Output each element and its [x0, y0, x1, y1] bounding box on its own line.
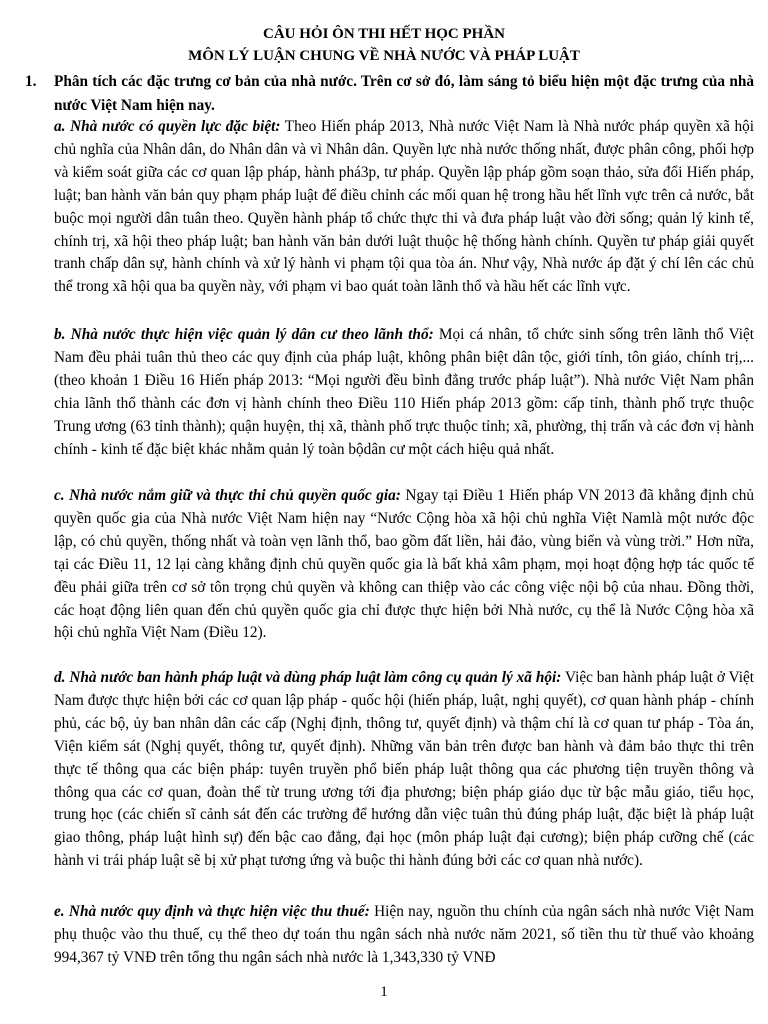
- section-d-body: Việc ban hành pháp luật ở Việt Nam được thực hiện bởi các cơ quan lập pháp - quốc hội (hiến pháp, luật, nghị quyết), cơ quan hành pháp - chính phủ, các bộ, ủy ban nhân dân các cấp (Nghị định, thông tư, quyết định) và thậm chí là cơ quan tư pháp - Tòa án, Viện kiểm sát (Nghị quyết, thông tư, quyết định). Những văn bản trên được ban hành và đảm bảo thực thi trên thực tế thông qua các biện pháp: tuyên truyền phổ biến pháp luật thông qua các phương tiện truyền thông và thông qua các cơ quan, đoàn thể từ trung ương tới địa phương; biện pháp giáo dục từ bậc mẫu giáo, tiểu học, trung học (các chiến sĩ cảnh sát đến các trường để hướng dẫn việc tuân thủ đúng pháp luật, đặc biệt là pháp luật giao thông, pháp luật hình sự) đến bậc cao đẳng, đại học (môn pháp luật đại cương); biện pháp cưỡng chế (các hành vi trái pháp luật sẽ bị xử phạt tương ứng và buộc thi hành đúng bởi các cơ quan nhà nước).: [54, 669, 754, 870]
- section-a: [54, 116, 754, 299]
- document-subtitle: MÔN LÝ LUẬN CHUNG VỀ NHÀ NƯỚC VÀ PHÁP LUẬT: [188, 48, 580, 64]
- section-e: [54, 901, 754, 970]
- page-number: 1: [380, 984, 388, 1000]
- section-d-heading: d. Nhà nước ban hành pháp luật và dùng pháp luật làm công cụ quản lý xã hội:: [54, 669, 562, 686]
- section-c: [54, 485, 754, 645]
- section-a-body: Theo Hiến pháp 2013, Nhà nước Việt Nam là Nhà nước pháp quyền xã hội chủ nghĩa của Nhân dân, do Nhân dân và vì Nhân dân. Quyền lực nhà nước thống nhất, được phân công, phối hợp và kiểm soát giữa các cơ quan lập pháp, hành phá3p, tư pháp. Quyền lập pháp gồm soạn thảo, sửa đổi Hiến pháp, luật; ban hành văn bản quy phạm pháp luật để điều chỉnh các mối quan hệ trong hầu hết lĩnh vực trên cả nước, bắt buộc mọi người dân tuân theo. Quyền hành pháp tổ chức thực thi và đưa pháp luật vào đời sống; quản lý kinh tế, chính trị, xã hội theo pháp luật; ban hành văn bản dưới luật thuộc hệ thống hành chính. Quyền tư pháp giải quyết tranh chấp dân sự, hành chính và xử lý hành vi phạm tội qua tòa án. Như vậy, Nhà nước áp đặt ý chí lên các chủ thể trong xã hội qua ba quyền này, với phạm vi bao quát toàn lãnh thổ và hầu hết các lĩnh vực.: [54, 118, 754, 296]
- section-e-heading: e. Nhà nước quy định và thực hiện việc thu thuế:: [54, 903, 370, 920]
- document-title: CÂU HỎI ÔN THI HẾT HỌC PHẦN: [263, 26, 505, 42]
- section-e-body: Hiện nay, nguồn thu chính của ngân sách nhà nước Việt Nam phụ thuộc vào thu thuế, cụ thể theo dự toán thu ngân sách nhà nước năm 2021, số tiền thu từ thuế vào khoảng 994,367 tỷ VNĐ trên tổng thu ngân sách nhà nước là 1,343,330 tỷ VNĐ: [54, 903, 754, 966]
- section-b-body: Mọi cá nhân, tổ chức sinh sống trên lãnh thổ Việt Nam đều phải tuân thủ theo các quy định của pháp luật, không phân biệt dân tộc, giới tính, tôn giáo, chính trị,... (theo khoản 1 Điều 16 Hiến pháp 2013: “Mọi người đều bình đẳng trước pháp luật”). Nhà nước Việt Nam phân chia lãnh thổ thành các đơn vị hành chính theo Điều 110 Hiến pháp 2013 gồm: cấp tỉnh, thành phố trực thuộc Trung ương (63 tỉnh thành); quận huyện, thị xã, thành phố trực thuộc tỉnh; xã, phường, thị trấn và các đơn vị hành chính - kinh tế đặc biệt khác nhằm quản lý toàn bộdân cư một cách hiệu quả nhất.: [54, 326, 754, 458]
- section-c-body: Ngay tại Điều 1 Hiến pháp VN 2013 đã khẳng định chủ quyền quốc gia của Nhà nước Việt Nam hiện nay “Nước Cộng hòa xã hội chủ nghĩa Việt Namlà một nước độc lập, có chủ quyền, thống nhất và toàn vẹn lãnh thổ, bao gồm đất liền, hải đảo, vùng biển và vùng trời.” Hơn nữa, tại các Điều 11, 12 lại càng khẳng định chủ quyền quốc gia là bất khả xâm phạm, mọi hoạt động hợp tác quốc tế đều phải giữa trên cơ sở tôn trọng chủ quyền và không can thiệp vào các công việc nội bộ của nhau. Đồng thời, các hoạt động liên quan đến chủ quyền quốc gia chỉ được thực hiện bởi Nhà nước, cụ thể là Nước Cộng hòa xã hội chủ nghĩa Việt Nam (Điều 12).: [54, 487, 754, 642]
- question-text: Phân tích các đặc trưng cơ bản của nhà nước. Trên cơ sở đó, làm sáng tỏ biểu hiện một đặc trưng của nhà nước Việt Nam hiện nay.: [54, 73, 754, 114]
- question-number: 1.: [25, 73, 37, 90]
- section-c-heading: c. Nhà nước nắm giữ và thực thi chủ quyền quốc gia:: [54, 487, 401, 504]
- section-b-heading: b. Nhà nước thực hiện việc quản lý dân cư theo lãnh thổ:: [54, 326, 434, 343]
- section-b: [54, 324, 754, 461]
- section-a-heading: a. Nhà nước có quyền lực đặc biệt:: [54, 118, 281, 135]
- section-d: [54, 667, 754, 873]
